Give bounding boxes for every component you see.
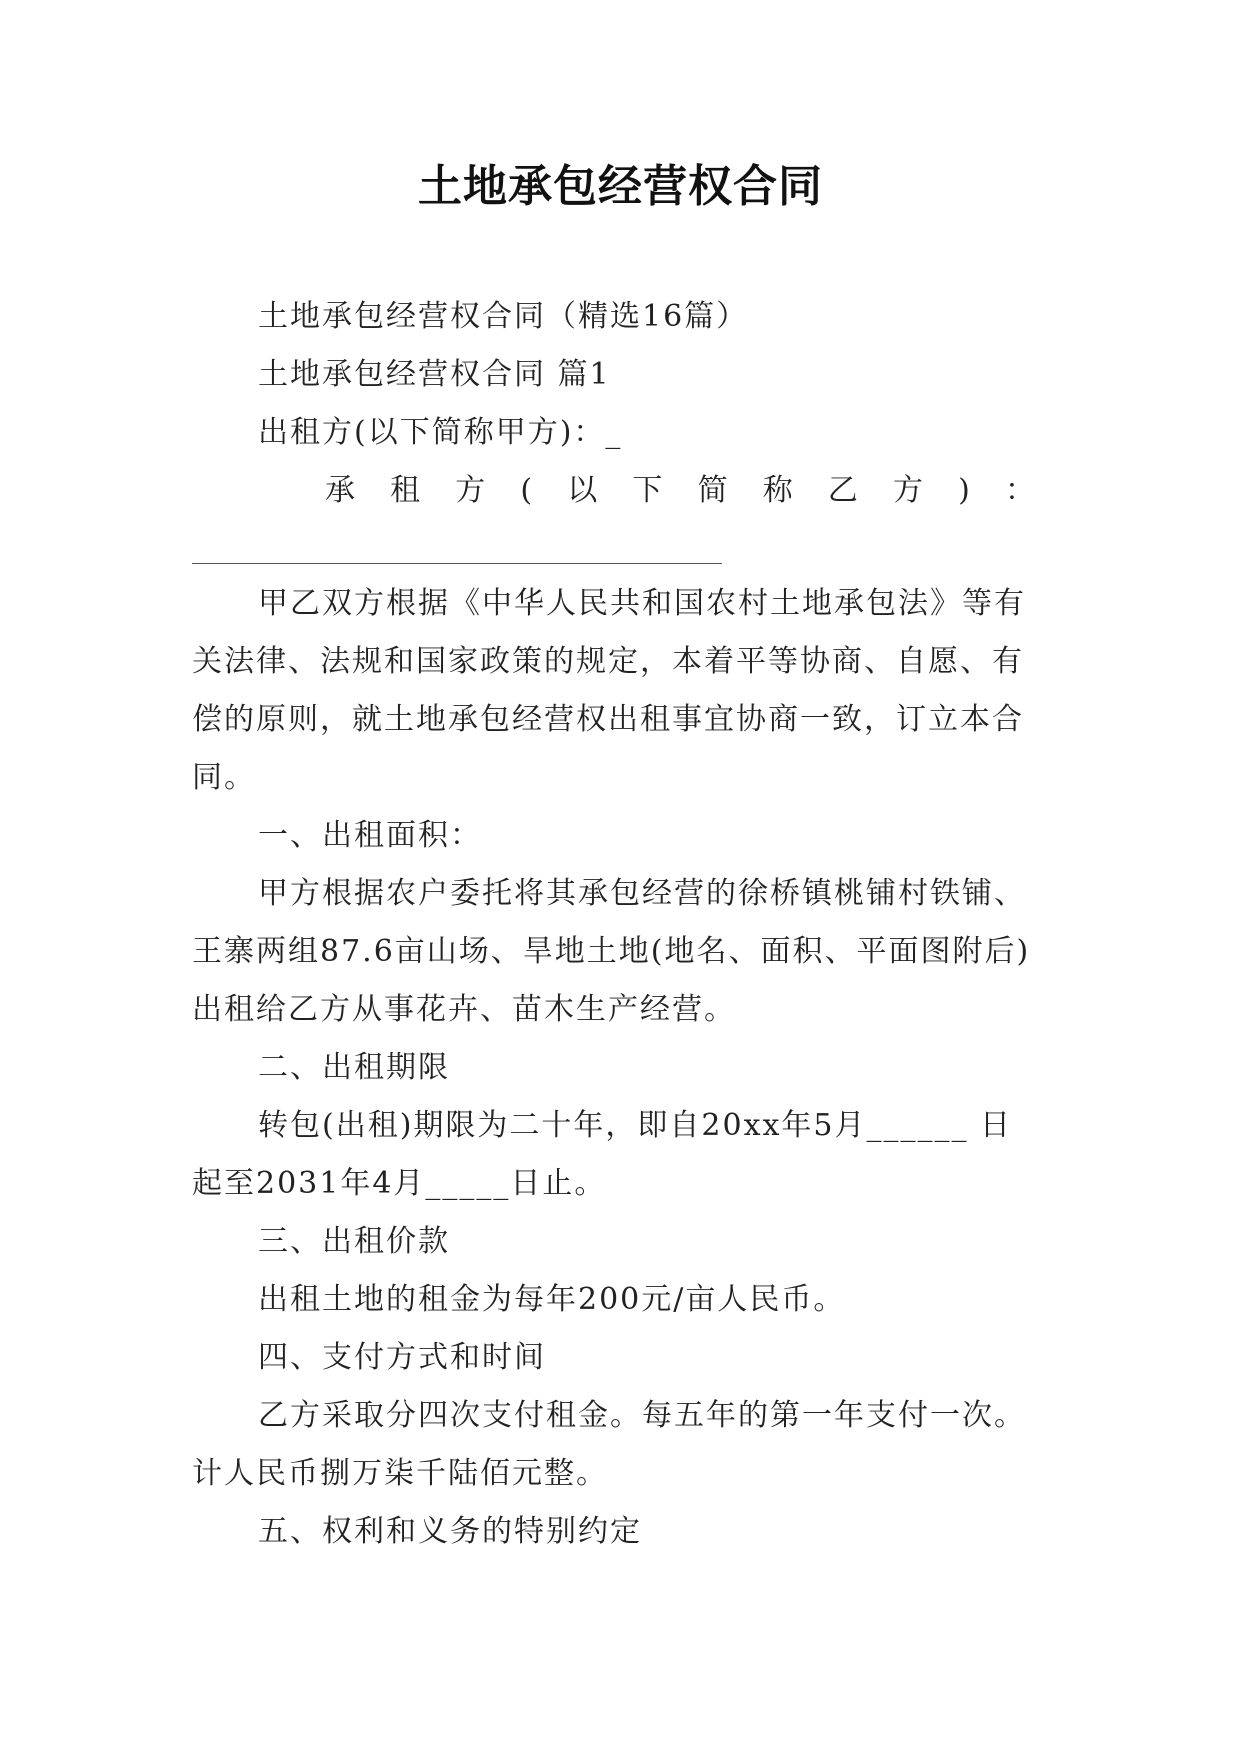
paragraph-line: 出租土地的租金为每年200元/亩人民币。 — [258, 1282, 846, 1317]
paragraph-line: 同。 — [192, 760, 256, 795]
section-heading: 二、出租期限 — [258, 1050, 450, 1085]
paragraph-line: 王寨两组87.6亩山场、旱地土地(地名、面积、平面图附后) — [192, 934, 1031, 969]
paragraph-line: 计人民币捌万柒千陆佰元整。 — [192, 1456, 608, 1491]
document-title: 土地承包经营权合同 — [418, 161, 823, 212]
lessee-char: 承 — [325, 473, 355, 508]
blank-underline — [192, 563, 722, 564]
lessee-char: 以 — [567, 473, 598, 508]
lessee-char: 下 — [632, 473, 663, 508]
section-heading: 三、出租价款 — [258, 1224, 450, 1259]
lessee-char: 简 — [697, 473, 728, 508]
paragraph-line: 转包(出租)期限为二十年，即自20xx年5月______ 日 — [258, 1108, 1013, 1143]
section-heading-line: 土地承包经营权合同 篇1 — [258, 357, 611, 392]
paragraph-line: 乙方采取分四次支付租金。每五年的第一年支付一次。 — [258, 1398, 1026, 1433]
section-heading: 一、出租面积： — [258, 818, 482, 853]
paragraph-line: 偿的原则，就土地承包经营权出租事宜协商一致，订立本合 — [192, 702, 1024, 737]
subtitle-line: 土地承包经营权合同（精选16篇） — [258, 299, 749, 334]
lessor-line: 出租方(以下简称甲方)：_ — [258, 415, 623, 450]
paragraph-line: 起至2031年4月_____日止。 — [192, 1166, 607, 1201]
lessee-char: 方 — [892, 473, 923, 508]
lessee-char: ) — [958, 473, 970, 508]
paragraph-line: 甲方根据农户委托将其承包经营的徐桥镇桃铺村铁铺、 — [258, 876, 1026, 911]
section-heading: 四、支付方式和时间 — [258, 1340, 546, 1375]
lessee-char: ( — [520, 473, 533, 508]
lessee-char: 乙 — [827, 473, 858, 508]
lessee-char: 租 — [390, 473, 421, 508]
lessee-char: 称 — [762, 473, 793, 508]
lessee-char: 方 — [455, 473, 486, 508]
section-heading: 五、权利和义务的特别约定 — [258, 1514, 642, 1549]
lessee-line — [325, 471, 1035, 511]
paragraph-line: 关法律、法规和国家政策的规定，本着平等协商、自愿、有 — [192, 644, 1024, 679]
paragraph-line: 甲乙双方根据《中华人民共和国农村土地承包法》等有 — [258, 586, 1026, 621]
lessee-char: ： — [1004, 473, 1035, 508]
paragraph-line: 出租给乙方从事花卉、苗木生产经营。 — [192, 992, 736, 1027]
